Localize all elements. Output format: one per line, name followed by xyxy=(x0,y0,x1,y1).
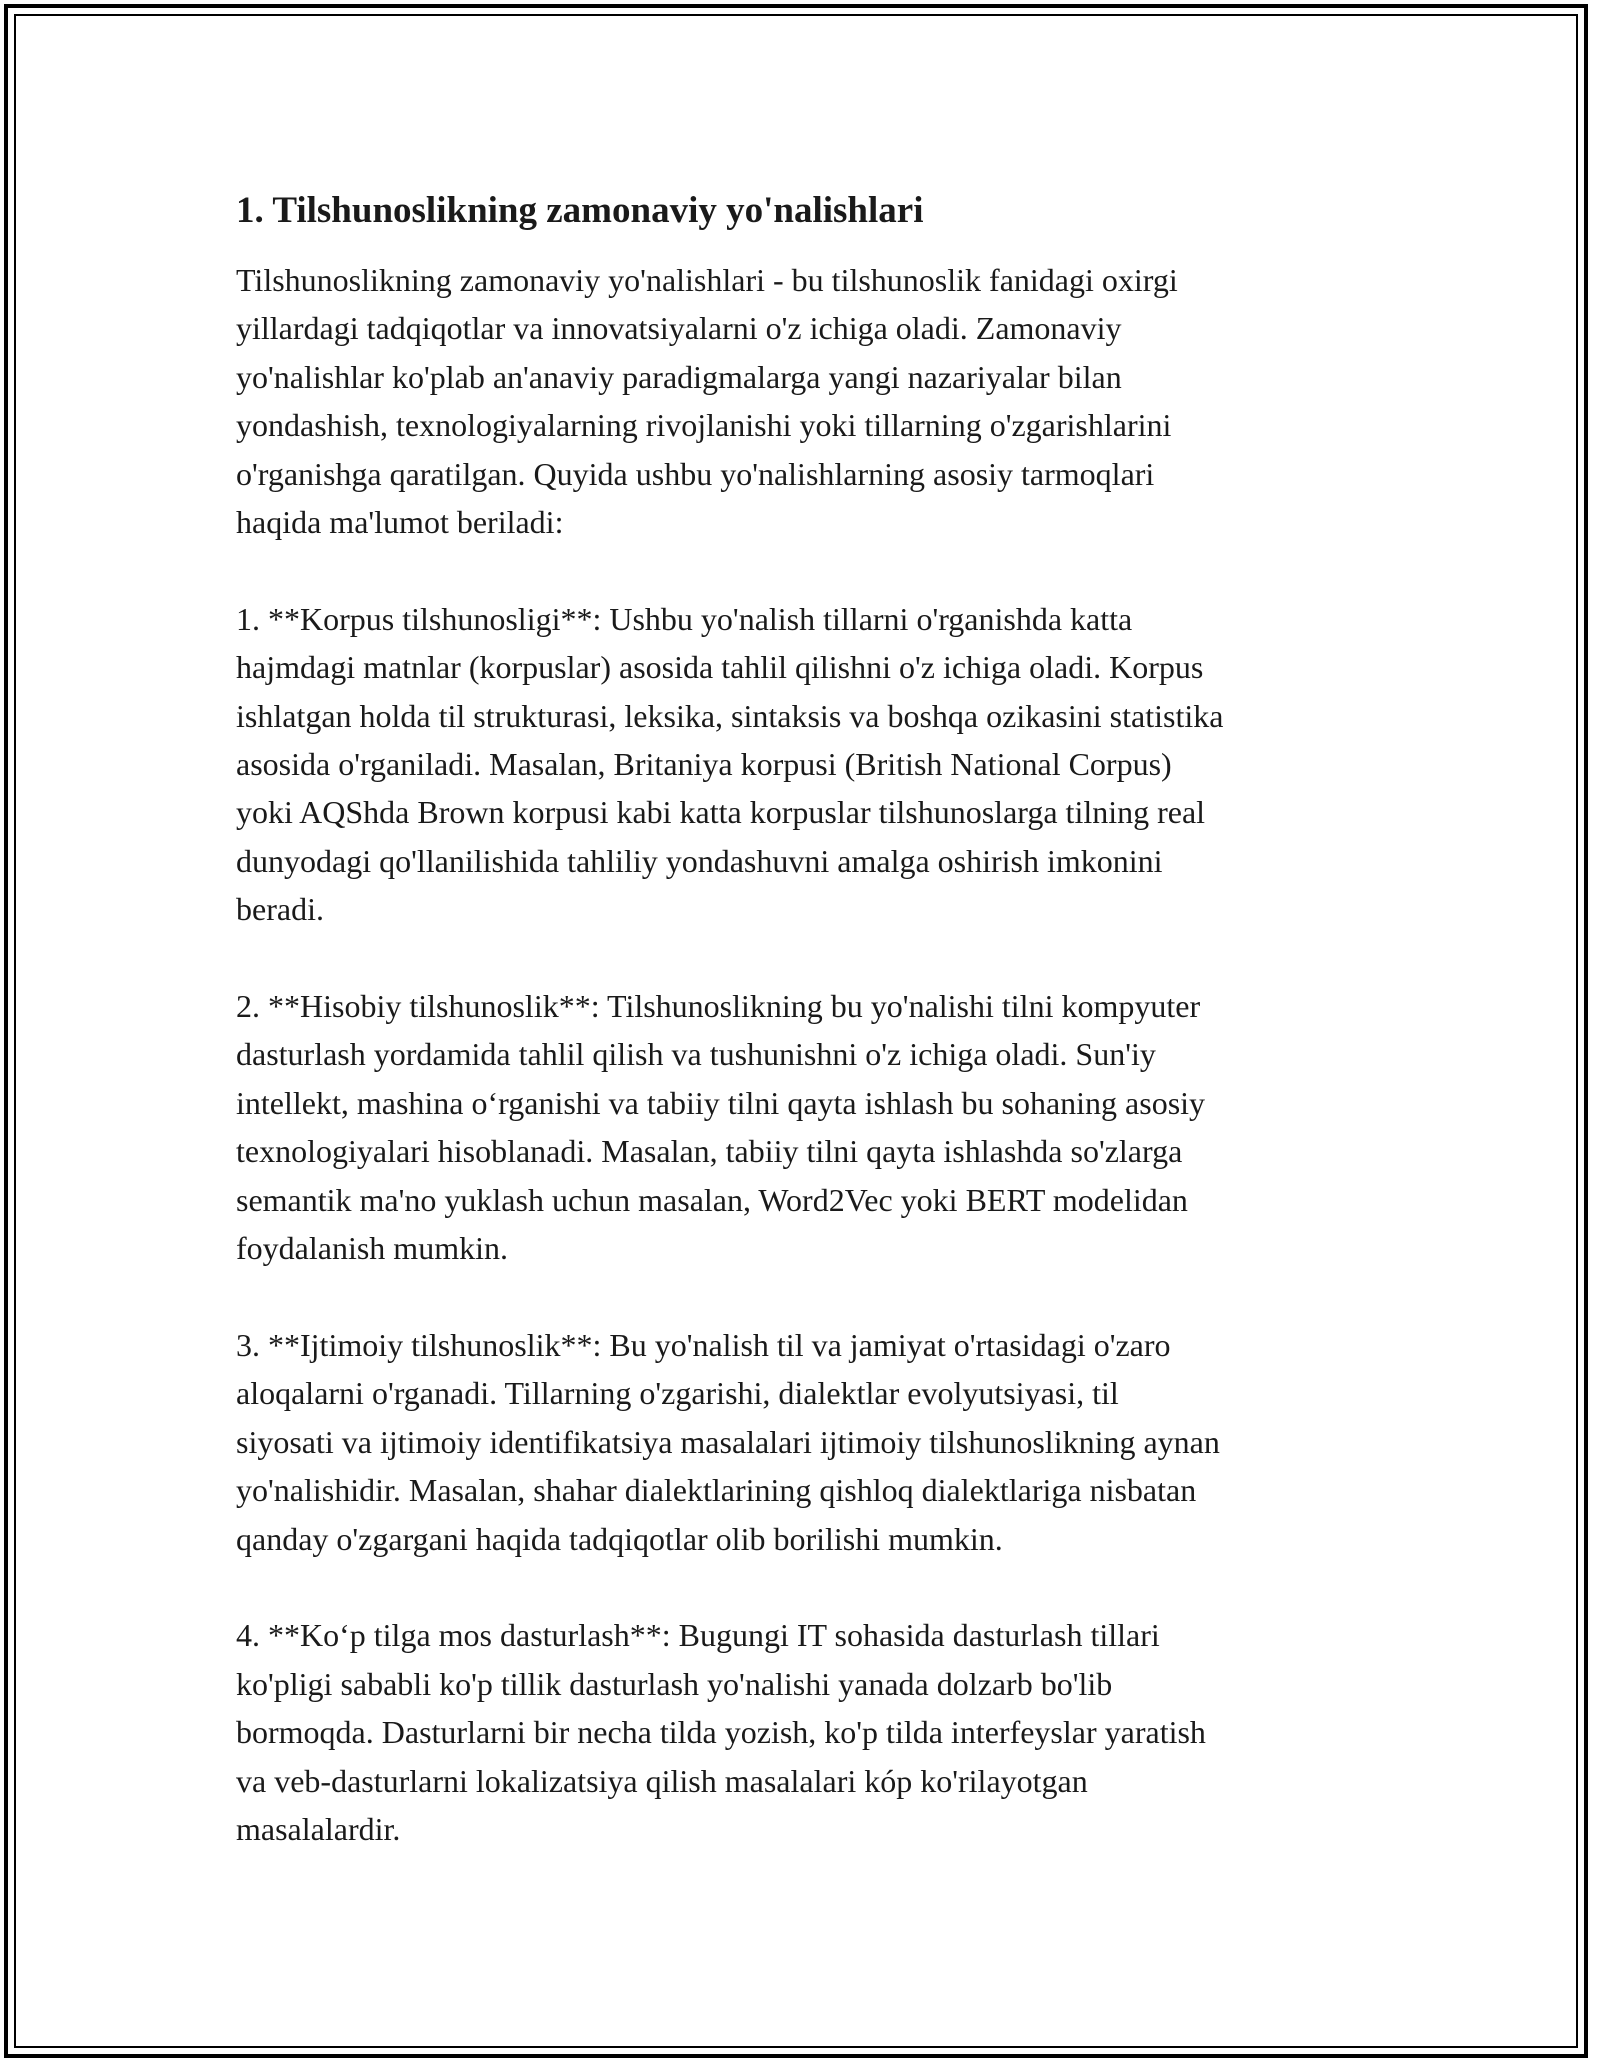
text-line: Tilshunoslikning zamonaviy yo'nalishlari - bu tilshunoslik fanidagi oxirgi xyxy=(236,262,1178,298)
paragraph-social-linguistics xyxy=(236,1321,1386,1563)
text-line: ishlatgan holda til strukturasi, leksika, sintaksis va boshqa ozikasini statistika xyxy=(236,697,1224,734)
text-line: siyosati va ijtimoiy identifikatsiya masalalari ijtimoiy tilshunoslikning aynan xyxy=(236,1423,1220,1460)
text-line: dunyodagi qo'llanilishida tahliliy yondashuvni amalga oshirish imkonini xyxy=(236,842,1163,879)
text-line: aloqalarni o'rganadi. Tillarning o'zgarishi, dialektlar evolyutsiyasi, til xyxy=(236,1375,1119,1412)
text-line: hajmdagi matnlar (korpuslar) asosida tahlil qilishni o'z ichiga oladi. Korpus xyxy=(236,649,1204,686)
document-title: 1. Tilshunoslikning zamonaviy yo'nalishlari xyxy=(236,190,924,231)
text-line: intellekt, mashina o‘rganishi va tabiiy tilni qayta ishlash bu sohaning asosiy xyxy=(236,1084,1206,1121)
document-body xyxy=(236,186,1386,1902)
text-line: yillardagi tadqiqotlar va innovatsiyalarni o'z ichiga oladi. Zamonaviy xyxy=(236,310,1122,347)
paragraph-corpus-linguistics xyxy=(236,595,1386,934)
paragraph-multilingual-programming xyxy=(236,1611,1386,1853)
text-line: yo'nalishlar ko'plab an'anaviy paradigmalarga yangi nazariyalar bilan xyxy=(236,358,1122,395)
text-line: haqida ma'lumot beriladi: xyxy=(236,504,564,541)
text-line: dasturlash yordamida tahlil qilish va tushunishni o'z ichiga oladi. Sun'iy xyxy=(236,1036,1156,1073)
text-line: ko'pligi sababli ko'p tillik dasturlash yo'nalishi yanada dolzarb bo'lib xyxy=(236,1665,1113,1702)
text-line: yoki AQShda Brown korpusi kabi katta korpuslar tilshunoslarga tilning real xyxy=(236,794,1206,831)
text-line: asosida o'rganiladi. Masalan, Britaniya korpusi (British National Corpus) xyxy=(236,746,1172,783)
text-line: texnologiyalari hisoblanadi. Masalan, tabiiy tilni qayta ishlashda so'zlarga xyxy=(236,1133,1183,1170)
text-line: semantik ma'no yuklash uchun masalan, Word2Vec yoki BERT modelidan xyxy=(236,1181,1188,1218)
text-line: 1. **Korpus tilshunosligi**: Ushbu yo'nalish tillarni o'rganishda katta xyxy=(236,600,1133,637)
paragraph-intro xyxy=(236,256,1386,546)
text-line: bormoqda. Dasturlarni bir necha tilda yozish, ko'p tilda interfeyslar yaratish xyxy=(236,1714,1206,1751)
text-line: masalalardir. xyxy=(236,1810,401,1847)
text-line: 3. **Ijtimoiy tilshunoslik**: Bu yo'nalish til va jamiyat o'rtasidagi o'zaro xyxy=(236,1326,1171,1363)
text-line: 2. **Hisobiy tilshunoslik**: Tilshunoslikning bu yo'nalishi tilni kompyuter xyxy=(236,988,1201,1025)
paragraph-computational-linguistics xyxy=(236,982,1386,1272)
text-line: va veb-dasturlarni lokalizatsiya qilish masalalari kóp ko'rilayotgan xyxy=(236,1762,1088,1799)
text-line: yo'nalishidir. Masalan, shahar dialektlarining qishloq dialektlariga nisbatan xyxy=(236,1472,1197,1509)
text-line: qanday o'zgargani haqida tadqiqotlar olib borilishi mumkin. xyxy=(236,1520,1003,1557)
text-line: foydalanish mumkin. xyxy=(236,1230,508,1267)
text-line: o'rganishga qaratilgan. Quyida ushbu yo'nalishlarning asosiy tarmoqlari xyxy=(236,455,1155,492)
text-line: beradi. xyxy=(236,891,324,928)
text-line: 4. **Ko‘p tilga mos dasturlash**: Bugungi IT sohasida dasturlash tillari xyxy=(236,1617,1160,1654)
text-line: yondashish, texnologiyalarning rivojlanishi yoki tillarning o'zgarishlarini xyxy=(236,407,1172,444)
